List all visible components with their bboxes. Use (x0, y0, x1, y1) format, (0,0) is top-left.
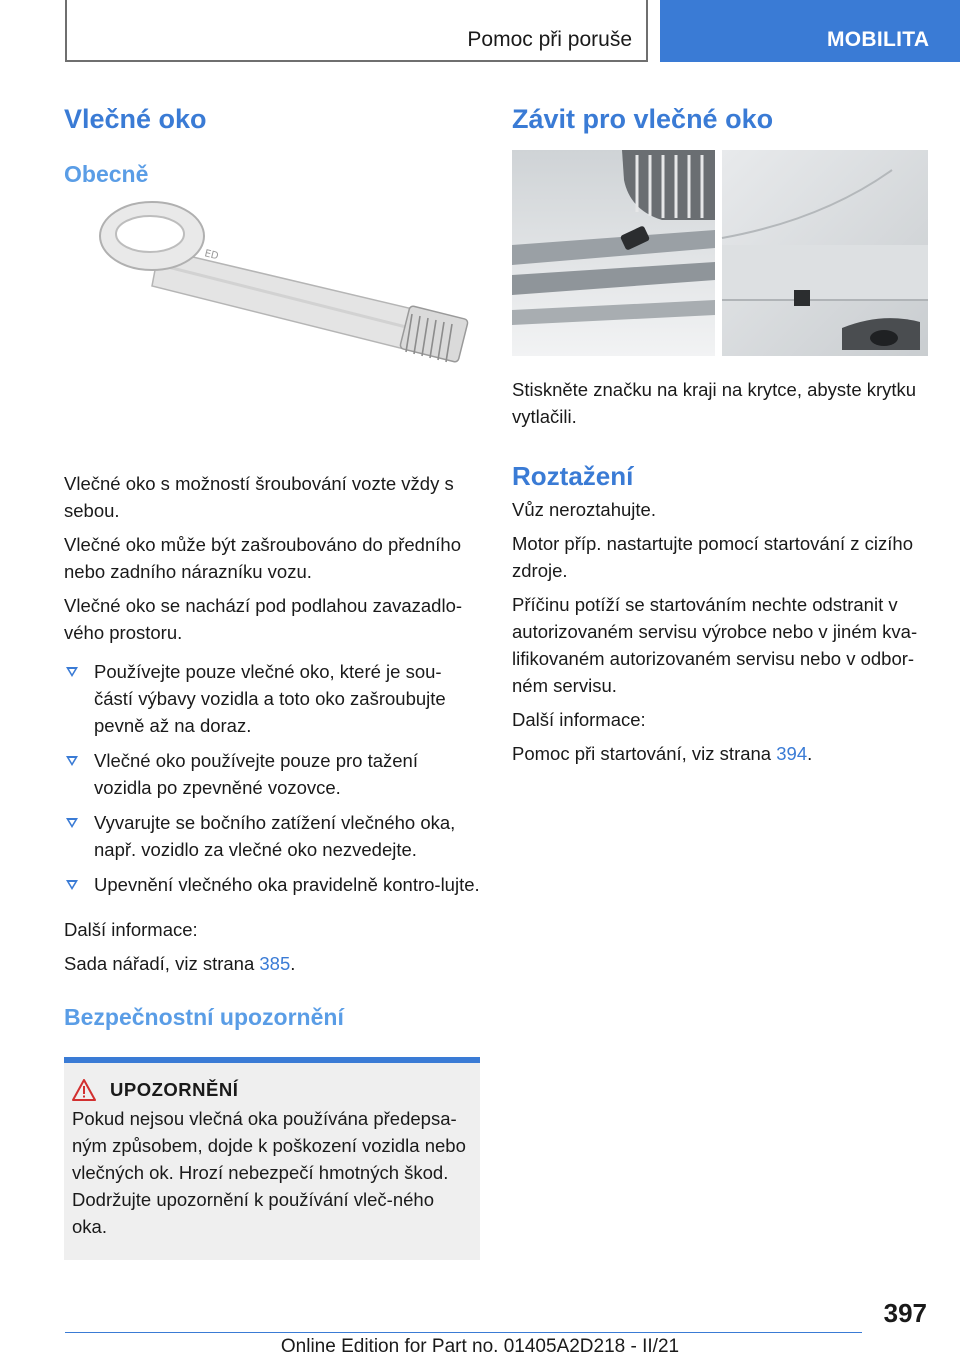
page-link-394[interactable]: 394 (776, 743, 808, 764)
triangle-bullet-icon (66, 667, 78, 677)
instruction-list (64, 658, 480, 898)
triangle-bullet-icon (66, 756, 78, 766)
list-item: Vyvarujte se bočního zatížení vlečného oka, např. vozidlo za vlečné oko nezvedejte. (64, 809, 480, 863)
tow-eye-image (64, 194, 480, 444)
paragraph-press-cover: Stiskněte značku na kraji na krytce, abyste krytku vytlačili. (512, 379, 917, 427)
left-column (64, 96, 480, 1260)
warning-title: UPOZORNĚNÍ (110, 1079, 239, 1100)
reference-toolkit: Sada nářadí, viz strana 385. (64, 953, 296, 974)
header-chapter-tab[interactable] (660, 0, 960, 62)
section-title-tow-thread: Závit pro vlečné oko (512, 104, 774, 134)
warning-triangle-icon (72, 1079, 96, 1101)
paragraph-no-tow-start: Vůz neroztahujte. (512, 499, 656, 520)
bumper-cover-image (512, 150, 928, 356)
triangle-bullet-icon (66, 880, 78, 890)
triangle-bullet-icon (66, 818, 78, 828)
header-section-title: Pomoc při poruše (467, 28, 632, 51)
right-column (512, 96, 928, 774)
reference-jump-start: Pomoc při startování, viz strana 394. (512, 743, 813, 764)
paragraph-jump-start: Motor příp. nastartujte pomocí startování z cizího zdroje. (512, 533, 914, 581)
page-link-385[interactable]: 385 (259, 953, 291, 974)
footer-divider (65, 1332, 862, 1333)
more-info-label: Další informace: (64, 919, 198, 940)
paragraph-carry-tow-eye: Vlečné oko s možností šroubování vozte vždy s sebou. (64, 473, 454, 521)
list-item: Vlečné oko používejte pouze pro tažení vozidla po zpevněné vozovce. (64, 747, 480, 801)
tow-eye-illustration (64, 194, 480, 444)
list-item: Používejte pouze vlečné oko, které je sou-částí výbavy vozidla a toto oko zašroubujte pevně až na doraz. (64, 658, 480, 739)
warning-box (64, 1057, 480, 1260)
footer-edition: Online Edition for Part no. 01405A2D218 - II/21 (280, 1336, 680, 1357)
subsection-title-general: Obecně (64, 161, 149, 187)
section-title-tow-eye: Vlečné oko (64, 104, 207, 134)
section-title-tow-start: Roztažení (512, 461, 634, 491)
paragraph-location: Vlečné oko se nachází pod podlahou zavazadlo-vého prostoru. (64, 595, 463, 643)
paragraph-service: Příčinu potíží se startováním nechte odstranit v autorizovaném servisu výrobce nebo v jiném kva-lifikovaném autorizovaném servisu nebo v odbor-ném servisu. (512, 594, 918, 696)
paragraph-screw-in: Vlečné oko může být zašroubováno do předního nebo zadního nárazníku vozu. (64, 534, 461, 582)
header-chapter-label: MOBILITA (827, 28, 930, 51)
page-number: 397 (883, 1298, 927, 1328)
more-info-label-right: Další informace: (512, 709, 646, 730)
warning-text: Pokud nejsou vlečná oka používána předepsa-ným způsobem, dojde k poškození vozidla nebo vlečných ok. Hrozí nebezpečí hmotných škod. Dodržujte upozornění k používání vleč-ného oka. (72, 1108, 466, 1237)
bumper-photos (512, 150, 928, 356)
header-section-box (65, 0, 648, 62)
list-item: Upevnění vlečného oka pravidelně kontro-lujte. (64, 871, 480, 898)
svg-text:ED: ED (203, 248, 220, 263)
safety-notes-heading: Bezpečnostní upozornění (64, 1004, 344, 1030)
